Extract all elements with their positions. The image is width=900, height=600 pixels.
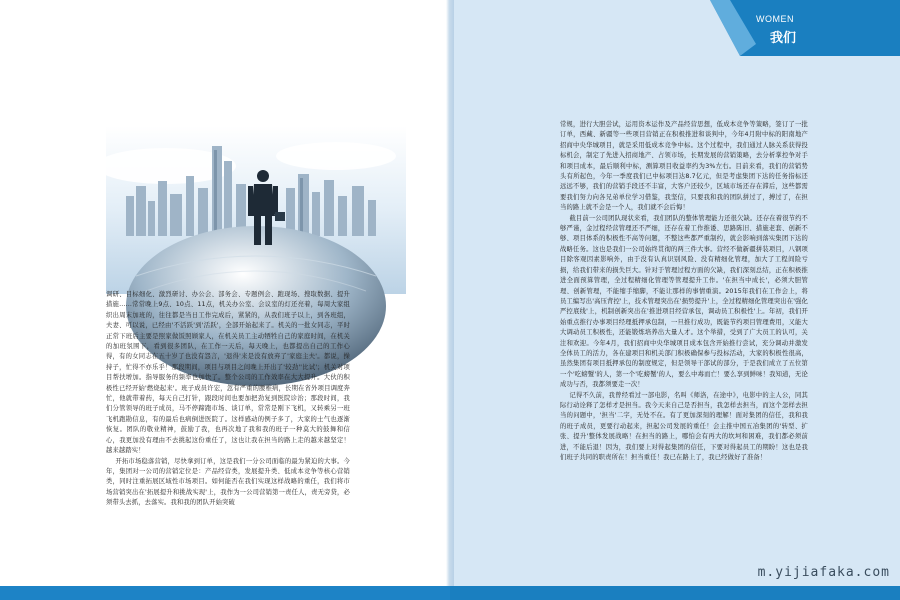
section-header-badge (710, 0, 900, 56)
header-zh: 我们 (770, 31, 797, 46)
paragraph: 截目前一公司团队现状来看，我们团队的整体管理能力还很欠缺。还存在着很节约不够严谨，金过程经营管理还不严细，还存在着工作推诿、思路陈旧、措施老套、创新不够、项目体系的积极性不高等问题，不整这些都严重制约，就会影响到落实集团下达的战略任务。这也是我们一公司始终贯彻的两三件大事。营经不做新疆拼装项目，八钢项目除客观因素影响外，由于没有认真识别风险、没有精细化管理，加大了工程间险亏损，给我们带来的损失巨大。针对于管理过程方面的欠缺，我们深刻总结，正在积极推进全面预算管理，全过程精细化管理等管理提升工作。'在担当中成长'，必须大胆管理、创新管理，不能缩手缩脚，不能让那样的事情重演。2015年我们在工作会上，将员工编写出'高压背控'上，技术管理突出在'损势提升'上，全过程精细化管理突出在'强化严控底线'上，机制创新突出在'推进项目经营承包，调动员工积极性'上。年初，我们开始重点推行办事项目经理抵押承包制，一旦推行成功，既能节约项目管理费用，又能大大调动员工积极性，还能锻炼培养出大量人才。这个举措，受到了广大员工的认可，关注和欢迎。今年4月，我们招商中央华城项目成本包含开始推行尝试，充分调动并激发全体员工的活力，各在建项目和机关部门积极确保参与投标活动，大家的积极性很高，虽然集团有项目抵押承包的制度规定，但是领导干部试的部分，于是我们成立了五位第一个'吃螃蟹'的人，第一个'吃螃蟹'的人，要么中毒而亡！要么享到鲜味！我知道，无论成功与否，我都须要走一次！ (560, 214, 808, 389)
watermark-text: m.yijiafaka.com (757, 565, 890, 580)
paragraph: 调研、目标细化、激烈研讨、办公会、部务会、专题例会、跑现场、搜取数据、提升措施……常常晚上9点、10点、11点，机关办公室、会议室的灯还亮着，每周大家组织出周末加班的，往往都是当日工作完成后，紧紧的，从我们班子以上，到各班组，夫妻、可以说，已经由'不活跃'到'活跃'，全部开始起来了。机关的一批女同志，平时正常下班后主要是照家做饭照顾家人，在机关员工主动牺牲自己的家庭时间，在机关的加班氛围下，看到很多团队，在工作一天后，每天晚上，也都提出自己的工作心得，有的女同志在五十岁了也没有怨言，'退得'来是没有放弃了'家庭主夫'。都说，操持子，忙得不亦乐乎！那段期间，项目与项目之间晚上开出了'较劲''比试'；机关对项目帮扶增加。指导服务的频率也加快了。整个公司的工作效率在大大提升。大伙的积极性已经开始'燃烧起来'。班子成员许宏，忽有严重的腰椎病，长期在省外项目调度奔忙，他就带着药，每天自己打针，跟段时间也要加把劲复到医院诊治；那段时间，我们分管领导的班子成员，马不停蹄跑市场、谈订单，常常是刚下飞机，又转乘另一班飞机跑勘信息，有的最后也病倒进医院了。这样感动的例子多了，大家的士气也逐渐恢复。团队的敬业精神，鼓励了我，也再次地了我和我的班子一种莫大的鼓舞和信心，我更加没有理由不去挑起这份重任了，这也让我在担当的路上走的越来越坚定！越来越踏实！ (106, 291, 350, 455)
book-spine (446, 0, 454, 600)
paragraph: 开拓市场稳落营销，尽快拿到订单，这是我们一分公司面临的最为紧迫的大事。今年，集团对一公司的营销定位是：产品经营类，发展提升类、低成本竞争等核心营销类，同时注重拓展区域性市场项目。如何能否在我们实现这样战略的重任，我们将市场营销突出在'拓展提升和挑战实现'上，我作为一公司营销第一责任人，责无旁贷，必须带头去抓，去落实。我和我的团队开始突破 (106, 457, 350, 507)
paragraph: 常规，进行大胆尝试，运用资本运作及产品经营思想，低成本竞争等策略，签订了一批订单，西藏、新疆等一些项目营销正在积极推进和谈判中，今年4月附中标的阳南地产招商中央华城项目，就是采用低成本竞争中标。这个过程中，我们通过人脉关系获得投标机会，制定了先进入招商地产、占领市场，长期发展的营销策略，去分析掌控争对手和项目成本，最后顺利中标，测算项目收益率约为3%左右。目前来看，我们的营销势头有所起色，今年一季度我们已中标项目达8.7亿元，但是考虑集团下达的任务指标还远远不够，我们的营销手段还不丰富，大客户还较少，区域市场还存在滞后，这些都需要我们努力向各兄弟单位学习借鉴，我坚信，只要我和我的团队拼过了，搏过了，在担当的路上就不会是一个人，我们就不会后悔！ (560, 121, 808, 212)
businessman-globe-city-photo (106, 126, 406, 294)
bottom-bar-left (0, 586, 450, 600)
header-en: WOMEN (756, 14, 794, 24)
left-article-column (106, 290, 350, 550)
paragraph: 记得不久前，我曾经看过一部电影，名叫《师洛，在途中》，电影中的主人公，同其际行动诠释了怎样才是担当。我今天来自己是否担当，我怎样去担当，而这个怎样去担当的问题中，'担当'二字，无处不在。有了更加深刻的理解！面对集团的信任，我和我的班子成员，更要行动起来，担起公司发展的重任！会主推中国五冶集团的'转型、扩张、提升'整体发展战略！在担当的路上，哪怕会有再大的坎坷和困难，我们都必须前进，不能后退！因为，我们要上对得起集团的信任，下要对得起员工的期盼！这也是我们班子共同的职责所在！担当重任！我已在路上了，我已经做好了准备！ (560, 391, 808, 461)
right-article-column (560, 120, 808, 461)
